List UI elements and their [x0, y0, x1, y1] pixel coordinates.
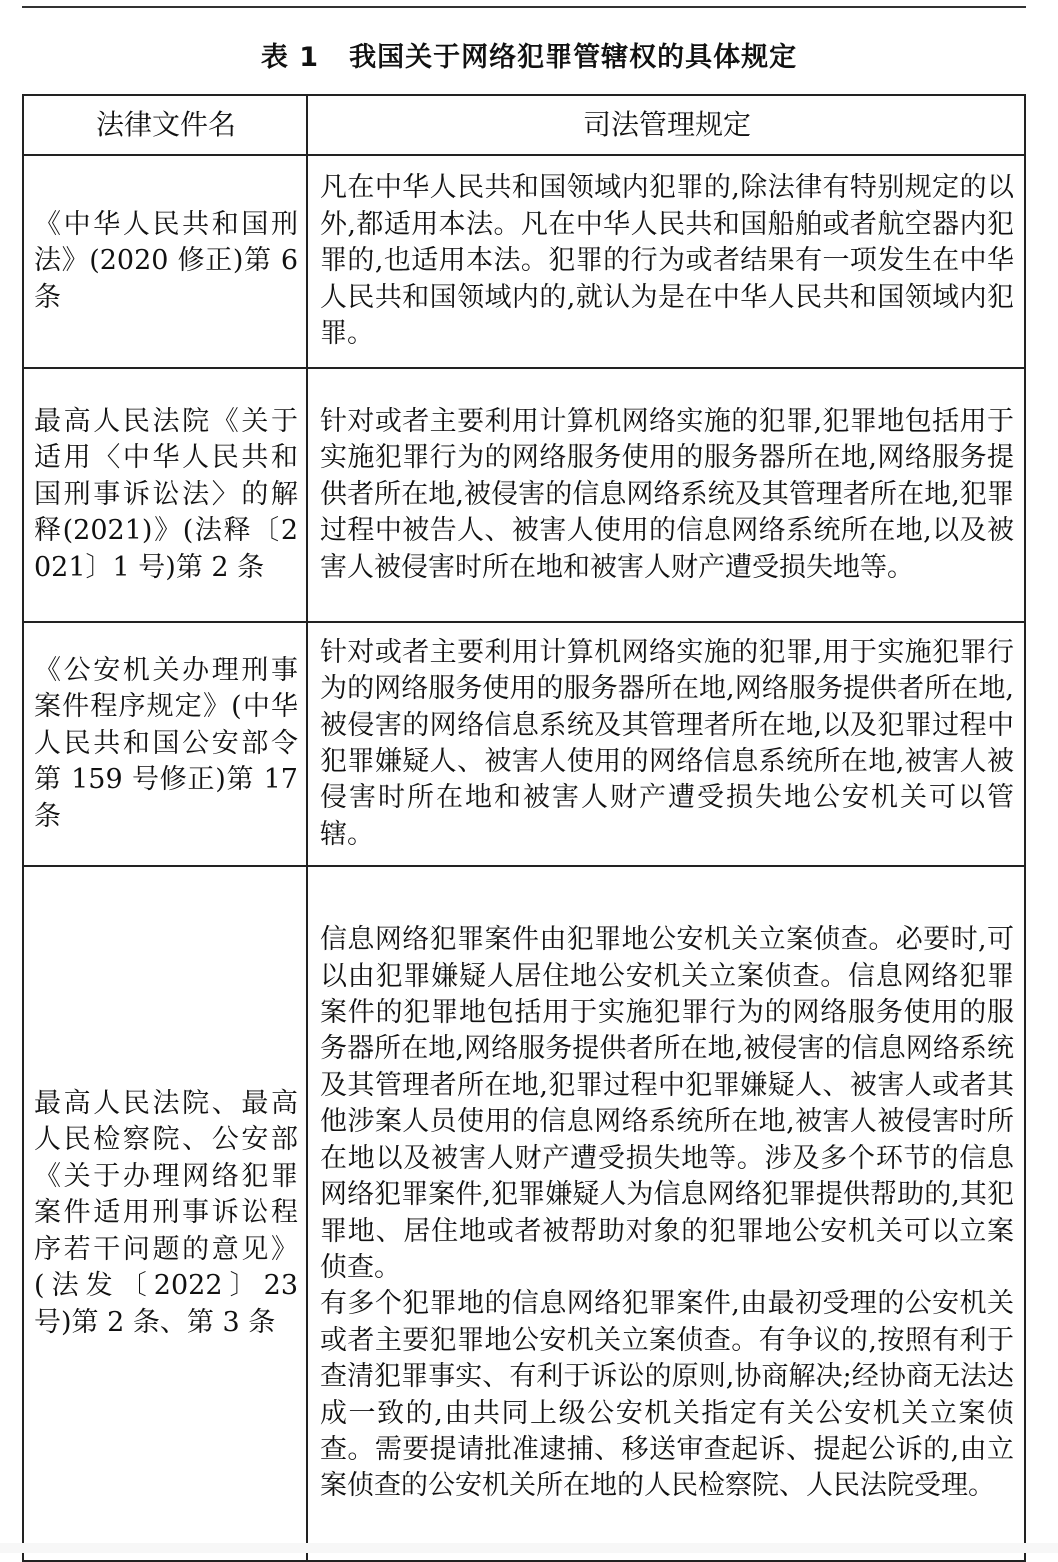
table-title: 我国关于网络犯罪管辖权的具体规定 [349, 42, 798, 73]
rule-paragraph: 信息网络犯罪案件由犯罪地公安机关立案侦查。必要时,可以由犯罪嫌疑人居住地公安机关立案侦查。信息网络犯罪案件的犯罪地包括用于实施犯罪行为的网络服务使用的服务器所在地,网络服务提供者所在地,被侵害的信息网络系统及其管理者所在地,犯罪过程中犯罪嫌疑人、被害人或者其他涉案人员使用的信息网络系统所在地,被害人被侵害时所在地以及被害人财产遭受损失地等。涉及多个环节的信息网络犯罪案件,犯罪嫌疑人为信息网络犯罪提供帮助的,其犯罪地、居住地或者被帮助对象的犯罪地公安机关可以立案侦查。 [320, 924, 1014, 1283]
top-rule [22, 6, 1026, 8]
rule-paragraph: 针对或者主要利用计算机网络实施的犯罪,用于实施犯罪行为的网络服务使用的服务器所在地,网络服务提供者所在地,被侵害的网络信息系统及其管理者所在地,以及犯罪过程中犯罪嫌疑人、被害人使用的网络信息系统所在地,被害人被侵害时所在地和被害人财产遭受损失地公安机关可以管辖。 [320, 636, 1014, 850]
rule-cell [307, 368, 1025, 622]
jurisdiction-table [22, 94, 1026, 1562]
rule-cell [307, 866, 1025, 1561]
rule-cell [307, 622, 1025, 866]
page-bottom-edge [0, 1543, 1058, 1553]
table-row [23, 622, 1025, 866]
law-name-cell: 《公安机关办理刑事案件程序规定》(中华人民共和国公安部令第 159 号修正)第 17 条 [23, 622, 307, 866]
rule-paragraph: 有多个犯罪地的信息网络犯罪案件,由最初受理的公安机关或者主要犯罪地公安机关立案侦查。有争议的,按照有利于查清犯罪事实、有利于诉讼的原则,协商解决;经协商无法达成一致的,由共同上级公安机关指定有关公安机关立案侦查。需要提请批准逮捕、移送审查起诉、提起公诉的,由立案侦查的公安机关所在地的人民检察院、人民法院受理。 [320, 1288, 1014, 1502]
table-row [23, 866, 1025, 1561]
law-name-cell: 《中华人民共和国刑法》(2020 修正)第 6 条 [23, 155, 307, 368]
table-row [23, 155, 1025, 368]
law-name-cell: 最高人民法院、最高人民检察院、公安部《关于办理网络犯罪案件适用刑事诉讼程序若干问题的意见》(法发〔2022〕23 号)第 2 条、第 3 条 [23, 866, 307, 1561]
law-name-cell: 最高人民法院《关于适用〈中华人民共和国刑事诉讼法〉的解释(2021)》(法释〔2021〕1 号)第 2 条 [23, 368, 307, 622]
rule-paragraph: 针对或者主要利用计算机网络实施的犯罪,犯罪地包括用于实施犯罪行为的网络服务使用的服务器所在地,网络服务提供者所在地,被侵害的信息网络系统及其管理者所在地,犯罪过程中被告人、被害人使用的信息网络系统所在地,以及被害人被侵害时所在地和被害人财产遭受损失地等。 [320, 405, 1014, 583]
table-number: 表 1 [260, 42, 320, 73]
header-judicial-rule: 司法管理规定 [307, 95, 1025, 155]
header-law-name: 法律文件名 [23, 95, 307, 155]
rule-cell [307, 155, 1025, 368]
table-header-row [23, 95, 1025, 155]
table-caption [0, 40, 1058, 76]
table-row [23, 368, 1025, 622]
rule-paragraph: 凡在中华人民共和国领域内犯罪的,除法律有特别规定的以外,都适用本法。凡在中华人民共和国船舶或者航空器内犯罪的,也适用本法。犯罪的行为或者结果有一项发生在中华人民共和国领域内的,就认为是在中华人民共和国领域内犯罪。 [320, 172, 1014, 350]
